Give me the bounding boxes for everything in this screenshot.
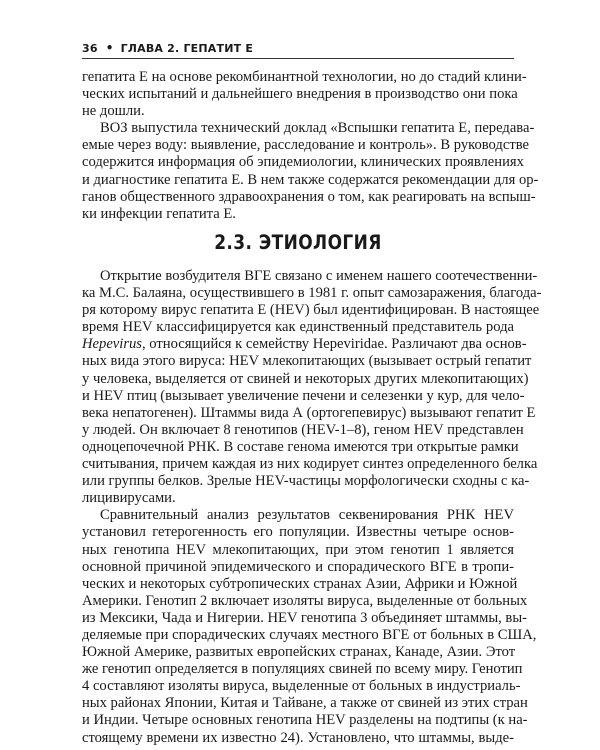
text-line: ка М.С. Балаяна, осуществившего в 1981 г. опыт самозаражения, благода- [82,285,542,302]
text-line: установил гетерогенность его популяции. Известны четыре основ- [82,524,514,541]
text-line: ВОЗ выпустила технический доклад «Вспышки гепатита Е, передава- [100,120,535,137]
text-line: Открытие возбудителя ВГЕ связано с именем нашего соотечественни- [100,268,538,284]
text-line: у человека, выделяется от свиней и некоторых других млекопитающих) [82,370,529,387]
text-line: ных генотипа HEV млекопитающих, при этом генотип 1 является [82,541,514,558]
text-line: Южной Америке, развитых европейских странах, Канаде, Азии. Этот [82,644,516,661]
paragraph-genotypes [82,507,537,746]
page-number: 36 [82,41,98,55]
text-line: и Индии. Четыре основных генотипа HEV разделены на подтипы (к на- [82,712,528,729]
text-line: ки инфекции гепатита Е. [82,205,236,222]
text-line: и диагностике гепатита Е. В нем также содержатся рекомендации для ор- [82,171,539,188]
taxon-name: Hepevirus [82,336,142,353]
paragraph-continuation [82,69,527,120]
text-line: же генотип определяется в популяциях свиней по всему миру. Генотип [82,661,523,678]
text-line: стоящему времени их известно 24). Установлено, что штаммы, выде- [82,729,514,746]
text-line: ных районах Японии, Китая и Тайване, а также от свиней из этих стран [82,695,528,712]
text-line: ганов общественного здравоохранения о том, как реагировать на вспыш- [82,188,536,205]
chapter-title: ГЛАВА 2. ГЕПАТИТ Е [120,41,254,55]
text-line: ческих и некоторых субтропических странах Азии, Африки и Южной [82,575,518,592]
paragraph-who-report [82,120,539,223]
text-line: емые через воду: выявление, расследование и контроль». В руководстве [82,137,529,154]
text-line: одноцепочечной РНК. В составе генома имеются три открытые рамки [82,438,519,455]
text-line: ных вида этого вируса: HEV млекопитающих (вызывает острый гепатит [82,353,532,370]
section-heading: 2.3. ЭТИОЛОГИЯ [214,231,382,255]
text-line: время HEV классифицируется как единственный представитель рода [82,319,514,336]
body-text [82,268,542,747]
text-line: ря которому вирус гепатита Е (HEV) был идентифицирован. В настоящее [82,302,540,319]
text-line: Hepevirus, относящийся к семейству Hepeviridae. Различают два основ- [82,336,527,353]
text-line: или группы белков. Зрелые HEV-частицы морфологически сходны с ка- [82,473,530,490]
text-line: содержится информация об эпидемиологии, клинических проявлениях [82,154,524,171]
text-line: основной причиной эпидемического и спорадического ВГЕ в тропи- [82,558,514,575]
text-line: века непатогенен). Штаммы вида А (ортогепевирус) вызывают гепатит Е [82,404,536,421]
text-line: деляемые при спорадических случаях местного ВГЕ от больных в США, [82,626,537,643]
paragraph-etiology [82,268,542,507]
text-line: Сравнительный анализ результатов секвенирования РНК HEV [100,507,514,524]
text-line: и HEV птиц (вызывает увеличение печени и селезенки у кур, для чело- [82,387,525,404]
text-line: лицивирусами. [82,490,176,507]
text-line: не дошли. [82,103,145,120]
text-line: Америки. Генотип 2 включает изоляты вируса, выделенные от больных [82,592,528,609]
running-head [82,41,514,55]
text-line: гепатита Е на основе рекомбинантной технологии, но до стадий клини- [82,69,527,85]
text-line: 4 составляют изоляты вируса, выделенные от больных в индустриаль- [82,678,521,695]
text-line: считывания, причем каждая из них кодирует синтез определенного белка [82,456,538,473]
bullet-separator: • [105,41,114,55]
text-line: из Мексики, Чада и Нигерии. HEV генотипа 3 объединяет штаммы, вы- [82,609,527,626]
header-rule [82,58,514,59]
text-line: ческих испытаний и дальнейшего внедрения в производство они пока [82,86,518,103]
intro-text [82,69,539,223]
text-line: у людей. Он включает 8 генотипов (HEV-1–8), геном HEV представлен [82,421,524,438]
